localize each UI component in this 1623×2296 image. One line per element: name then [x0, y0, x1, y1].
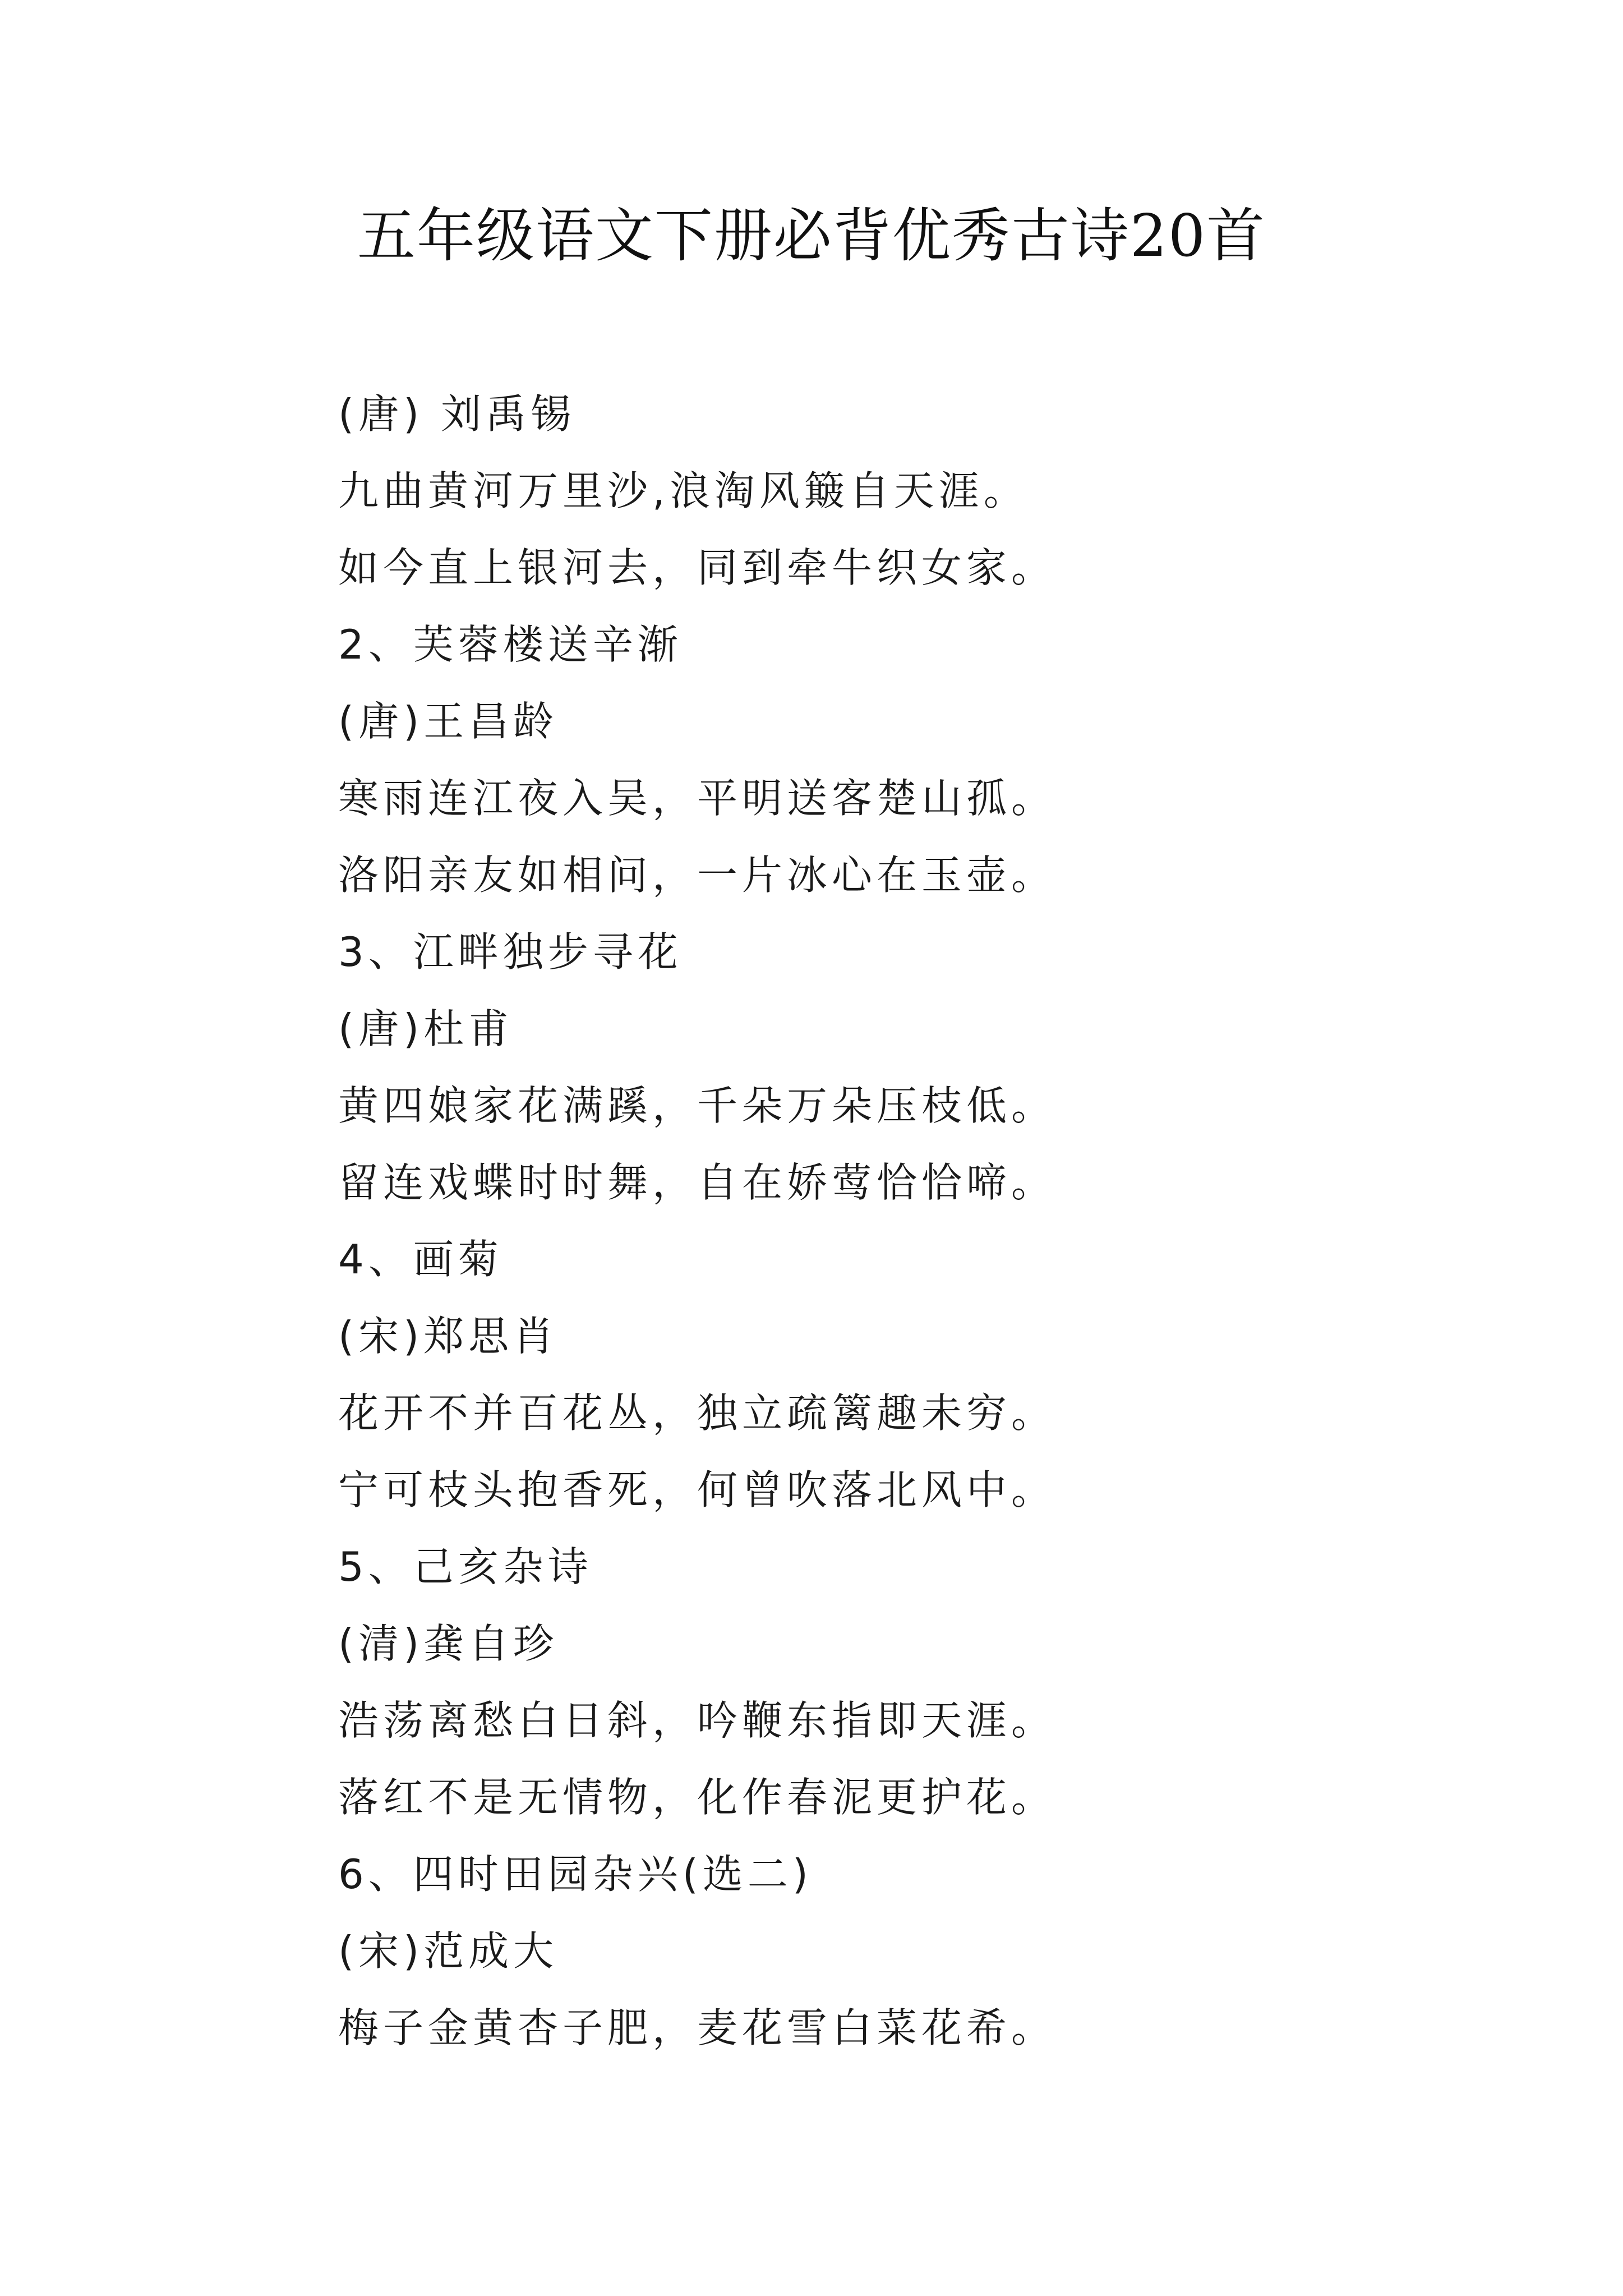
- poem-verse-line: 留连戏蝶时时舞，自在娇莺恰恰啼。: [338, 1159, 1057, 1206]
- poem-title-line: 2、芙蓉楼送辛渐: [338, 621, 683, 668]
- poem-list: [338, 376, 1516, 2067]
- poem-title-line: 4、画菊: [338, 1236, 503, 1283]
- poem-author-line: (唐) 刘禹锡: [338, 390, 576, 438]
- poem-author-line: (宋)范成大: [338, 1927, 559, 1975]
- poem-verse-line: 浩荡离愁白日斜，吟鞭东指即天涯。: [338, 1697, 1057, 1744]
- poem-title-line: 6、四时田园杂兴(选二): [338, 1851, 813, 1898]
- page-title: 五年级语文下册必背优秀古诗20首: [357, 201, 1266, 270]
- poem-author-line: (唐)杜甫: [338, 1005, 514, 1052]
- poem-author-line: (宋)郑思肖: [338, 1313, 559, 1360]
- poem-title-line: 5、己亥杂诗: [338, 1543, 593, 1590]
- poem-title-line: 3、江畔独步寻花: [338, 928, 683, 976]
- poem-verse-line: 洛阳亲友如相问，一片冰心在玉壶。: [338, 852, 1057, 899]
- poem-author-line: (清)龚自珍: [338, 1620, 559, 1667]
- poem-verse-line: 落红不是无情物，化作春泥更护花。: [338, 1774, 1057, 1821]
- poem-verse-line: 如今直上银河去，同到牵牛织女家。: [338, 544, 1057, 591]
- poem-verse-line: 花开不并百花丛，独立疏篱趣未穷。: [338, 1389, 1057, 1437]
- poem-verse-line: 寒雨连江夜入吴，平明送客楚山孤。: [338, 775, 1057, 822]
- poem-verse-line: 黄四娘家花满蹊，千朵万朵压枝低。: [338, 1082, 1057, 1129]
- poem-verse-line: 九曲黄河万里沙,浪淘风簸自天涯。: [338, 467, 1029, 514]
- poem-author-line: (唐)王昌龄: [338, 698, 559, 745]
- poem-verse-line: 宁可枝头抱香死，何曾吹落北风中。: [338, 1466, 1057, 1513]
- poem-verse-line: 梅子金黄杏子肥，麦花雪白菜花希。: [338, 2004, 1057, 2051]
